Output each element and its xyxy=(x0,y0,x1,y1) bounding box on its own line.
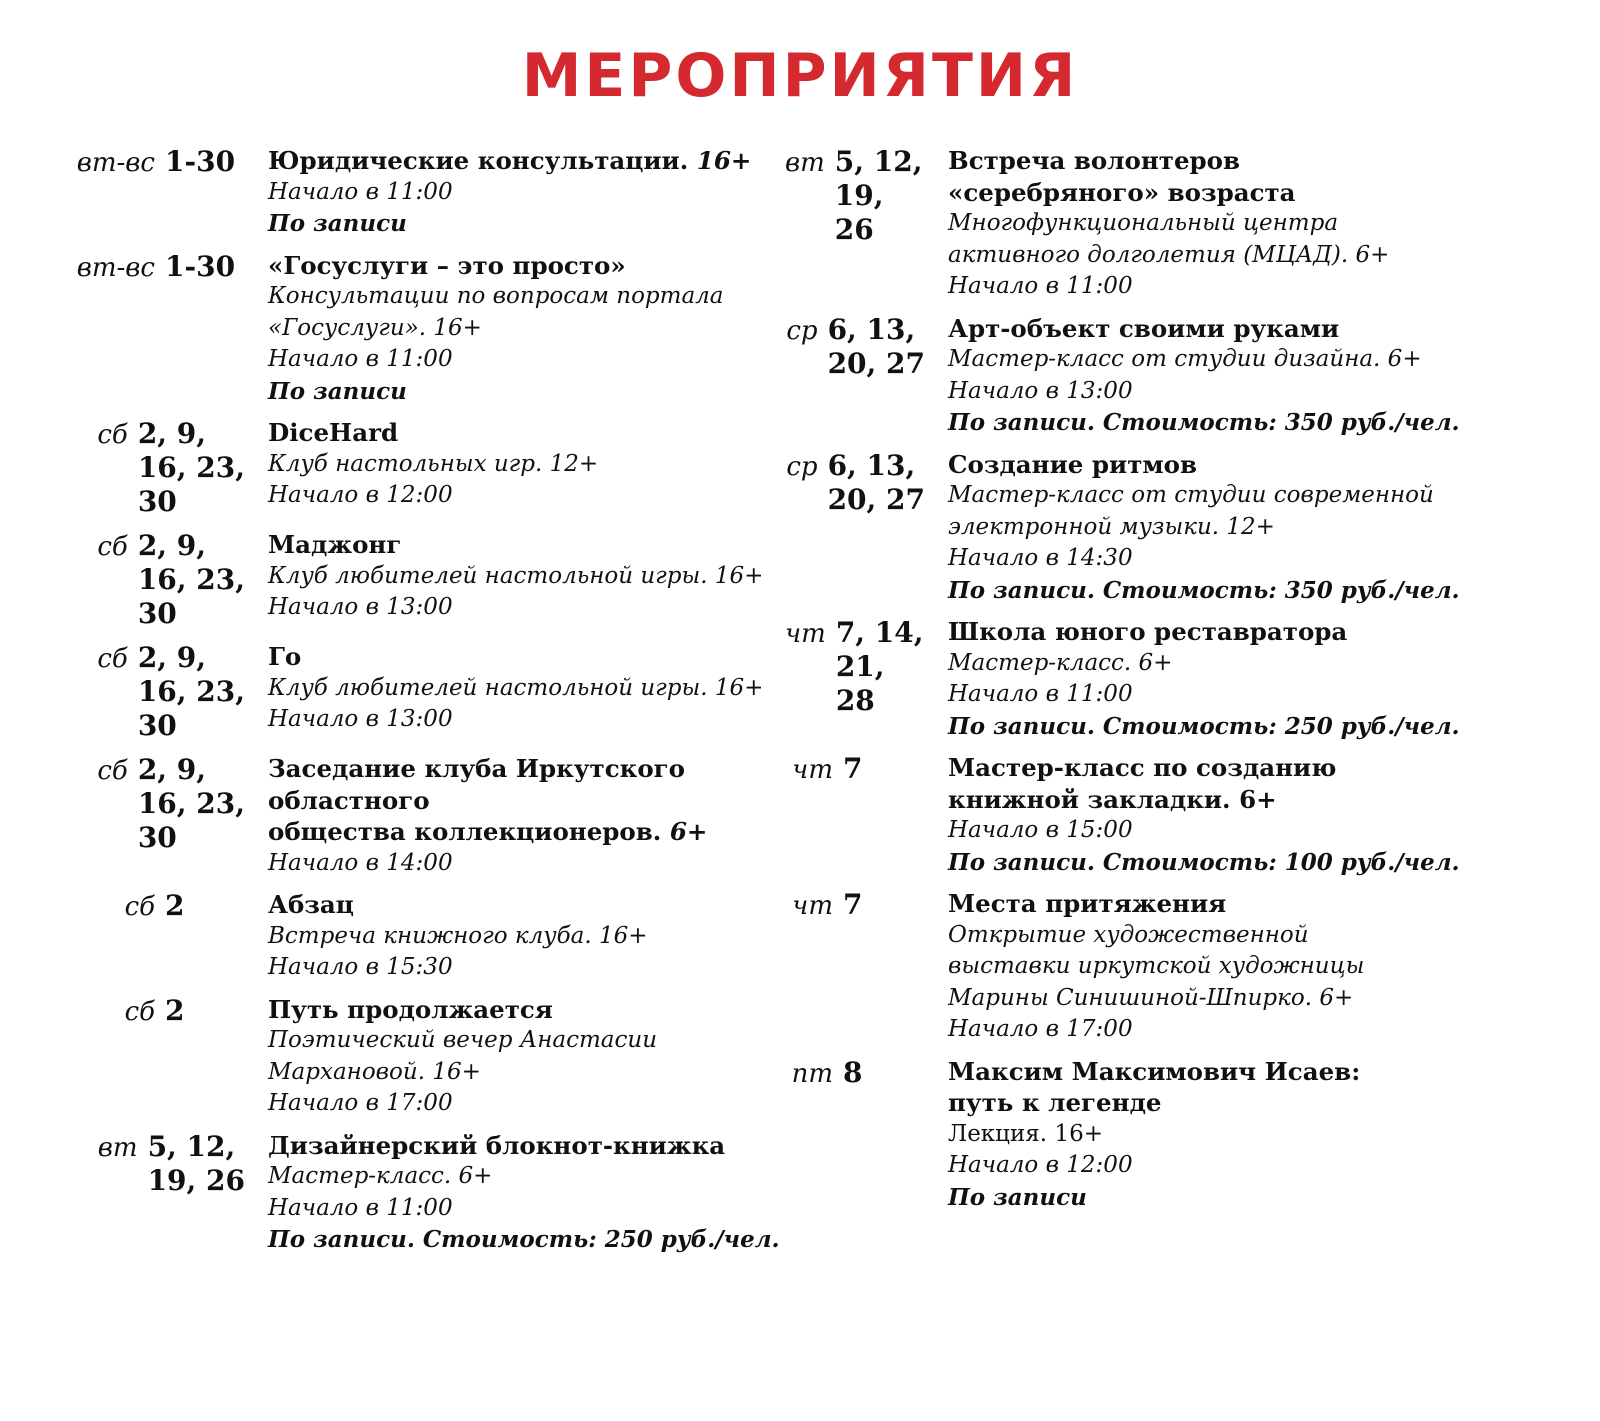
event-title: Арт-объект своими руками xyxy=(948,313,1340,343)
event-info xyxy=(948,449,1575,607)
page-title: МЕРОПРИЯТИЯ xyxy=(521,41,1079,111)
event-description: Поэтический вечер Анастасии xyxy=(268,1027,658,1053)
event-title: Школа юного реставратора xyxy=(948,617,1348,646)
event-when xyxy=(785,145,925,247)
event-dates: 2 xyxy=(165,889,185,922)
event-start-time: Начало в 17:00 xyxy=(948,1016,1133,1042)
event-description: Марины Синишиной-Шпирко. 6+ xyxy=(948,984,1354,1011)
event-title: Создание ритмов xyxy=(948,449,1198,479)
event-info xyxy=(268,417,795,512)
event-info xyxy=(268,889,795,984)
event-registration-note: По записи xyxy=(268,210,407,237)
event-start-time: Начало в 12:00 xyxy=(268,482,453,508)
event-dates: 1-30 xyxy=(165,145,236,178)
event-start-time: Начало в 12:00 xyxy=(948,1152,1133,1178)
event-when xyxy=(50,417,245,519)
event-dates: 1-30 xyxy=(165,249,236,283)
event-weekday: пт xyxy=(791,1058,833,1089)
event-description: Клуб любителей настольной игры. 16+ xyxy=(268,674,764,701)
event-start-time: Начало в 11:00 xyxy=(268,346,453,372)
event-item xyxy=(50,994,795,1120)
event-title: «серебряного» возраста xyxy=(948,177,1296,207)
event-when xyxy=(50,529,245,631)
event-dates: 6, 13, 20, 27 xyxy=(827,448,925,516)
event-dates: 2, 9, 16, 23, 30 xyxy=(137,753,245,854)
event-info xyxy=(268,529,795,624)
event-dates: 5, 12, 19, 26 xyxy=(834,145,923,246)
event-title: путь к легенде xyxy=(948,1088,1162,1117)
event-info xyxy=(268,250,795,408)
event-item xyxy=(785,1056,1575,1214)
event-start-time: Начало в 17:00 xyxy=(268,1090,453,1116)
event-item xyxy=(50,145,795,240)
event-when xyxy=(50,1130,245,1198)
event-start-time: Начало в 13:00 xyxy=(268,706,453,732)
event-when xyxy=(785,752,925,786)
event-item xyxy=(785,752,1575,878)
event-info xyxy=(948,616,1575,742)
event-start-time: Начало в 14:00 xyxy=(268,849,453,876)
event-info xyxy=(268,641,795,736)
event-weekday: ср xyxy=(786,451,818,482)
event-weekday: сб xyxy=(97,532,128,562)
event-dates: 7 xyxy=(843,752,863,785)
event-title: Заседание клуба Иркутского xyxy=(268,754,686,783)
event-dates: 2 xyxy=(165,993,185,1027)
event-dates: 6, 13, 20, 27 xyxy=(827,312,925,380)
event-title: Путь продолжается xyxy=(268,994,553,1024)
event-weekday: вт xyxy=(785,148,825,178)
event-when xyxy=(50,145,245,179)
event-title: Встреча волонтеров xyxy=(948,146,1241,175)
event-when xyxy=(50,753,245,855)
event-item xyxy=(785,145,1575,303)
event-start-time: Начало в 11:00 xyxy=(268,178,453,205)
event-info xyxy=(948,145,1575,303)
event-item xyxy=(50,417,795,519)
event-dates: 8 xyxy=(843,1055,863,1089)
event-weekday: ср xyxy=(786,315,818,346)
events-column-left xyxy=(50,145,795,1266)
event-info xyxy=(268,1130,795,1256)
event-info xyxy=(948,313,1575,439)
event-start-time: Начало в 15:00 xyxy=(948,817,1133,843)
event-description: Клуб любителей настольной игры. 16+ xyxy=(268,562,764,589)
event-start-time: Начало в 14:30 xyxy=(948,545,1133,571)
event-description: Мастер-класс от студии дизайна. 6+ xyxy=(948,346,1422,372)
event-info xyxy=(948,752,1575,878)
event-registration-note: По записи xyxy=(268,377,407,405)
event-item xyxy=(50,1130,795,1256)
event-item xyxy=(50,753,795,879)
event-when xyxy=(785,449,925,517)
event-item xyxy=(50,641,795,743)
event-age: 16+ xyxy=(696,146,752,175)
event-weekday: сб xyxy=(124,996,155,1027)
event-description: Мархановой. 16+ xyxy=(268,1058,481,1085)
event-title: Места притяжения xyxy=(948,889,1227,918)
event-description: Лекция. 16+ xyxy=(948,1120,1103,1147)
event-dates: 2, 9, 16, 23, 30 xyxy=(137,417,245,518)
event-title: областного xyxy=(268,785,430,815)
event-item xyxy=(785,449,1575,607)
event-description: электронной музыки. 12+ xyxy=(948,513,1275,540)
event-item xyxy=(785,616,1575,742)
event-weekday: сб xyxy=(97,644,128,674)
event-start-time: Начало в 13:00 xyxy=(948,377,1133,404)
event-title: Го xyxy=(268,642,302,671)
event-start-time: Начало в 11:00 xyxy=(268,1194,453,1221)
event-when xyxy=(50,641,245,743)
event-info xyxy=(268,145,795,240)
event-info xyxy=(948,888,1575,1046)
event-title: «Госуслуги – это просто» xyxy=(268,250,626,280)
event-description: «Госуслуги». 16+ xyxy=(268,314,482,341)
event-weekday: сб xyxy=(97,756,128,786)
event-description: активного долголетия (МЦАД). 6+ xyxy=(948,241,1390,268)
event-weekday: сб xyxy=(124,892,155,922)
event-title: Дизайнерский блокнот-книжка xyxy=(268,1130,726,1160)
event-description: Мастер-класс. 6+ xyxy=(948,649,1173,676)
event-dates: 2, 9, 16, 23, 30 xyxy=(137,529,245,630)
event-description: Многофункциональный центра xyxy=(948,210,1339,236)
event-description: Консультации по вопросам портала xyxy=(268,283,724,309)
event-start-time: Начало в 13:00 xyxy=(268,594,453,620)
event-weekday: чт xyxy=(792,755,833,785)
event-start-time: Начало в 15:30 xyxy=(268,954,453,980)
event-registration-note: По записи. Стоимость: 100 руб./чел. xyxy=(948,848,1460,876)
event-when xyxy=(785,888,925,922)
event-title: Абзац xyxy=(268,890,354,919)
event-when xyxy=(785,616,925,718)
event-start-time: Начало в 11:00 xyxy=(948,681,1133,707)
event-title xyxy=(268,145,795,177)
event-weekday: вт-вс xyxy=(76,148,155,178)
event-title-text: Юридические консультации. xyxy=(268,146,689,175)
event-item xyxy=(50,889,795,984)
event-weekday: вт-вс xyxy=(76,252,155,283)
event-info xyxy=(948,1056,1575,1214)
event-item xyxy=(50,250,795,408)
event-registration-note: По записи. Стоимость: 350 руб./чел. xyxy=(948,576,1460,604)
event-weekday: чт xyxy=(785,619,826,649)
event-description: выставки иркутской художницы xyxy=(948,953,1365,979)
event-when xyxy=(785,1056,925,1090)
event-weekday: вт xyxy=(97,1132,138,1163)
event-description: Встреча книжного клуба. 16+ xyxy=(268,922,648,949)
event-item xyxy=(50,529,795,631)
event-item xyxy=(785,313,1575,439)
event-title: Мастер-класс по созданию xyxy=(948,753,1337,782)
event-title: книжной закладки. 6+ xyxy=(948,784,1277,814)
event-when xyxy=(50,889,245,923)
event-when xyxy=(50,250,245,284)
event-title xyxy=(268,816,795,848)
event-description: Мастер-класс. 6+ xyxy=(268,1163,493,1189)
event-weekday: сб xyxy=(97,420,128,450)
event-title: Максим Максимович Исаев: xyxy=(948,1056,1361,1086)
event-description: Открытие художественной xyxy=(948,921,1309,948)
event-description: Клуб настольных игр. 12+ xyxy=(268,450,599,477)
event-registration-note: По записи. Стоимость: 350 руб./чел. xyxy=(948,409,1460,436)
event-when xyxy=(785,313,925,381)
event-description: Мастер-класс от студии современной xyxy=(948,482,1434,508)
event-dates: 5, 12, 19, 26 xyxy=(147,1129,245,1197)
event-registration-note: По записи. Стоимость: 250 руб./чел. xyxy=(948,712,1460,740)
event-info xyxy=(268,753,795,879)
event-dates: 7 xyxy=(843,888,863,921)
event-dates: 7, 14, 21, 28 xyxy=(835,616,924,717)
event-when xyxy=(50,994,245,1028)
event-start-time: Начало в 11:00 xyxy=(948,273,1133,299)
event-weekday: чт xyxy=(792,891,833,921)
event-item xyxy=(785,888,1575,1046)
event-registration-note: По записи xyxy=(948,1183,1087,1211)
event-title: DiceHard xyxy=(268,418,399,447)
event-age: 6+ xyxy=(669,817,708,846)
event-title: Маджонг xyxy=(268,530,402,559)
event-registration-note: По записи. Стоимость: 250 руб./чел. xyxy=(268,1226,780,1253)
event-title-text: общества коллекционеров. xyxy=(268,817,662,846)
event-dates: 2, 9, 16, 23, 30 xyxy=(137,641,245,742)
events-column-right xyxy=(785,145,1575,1223)
event-info xyxy=(268,994,795,1120)
